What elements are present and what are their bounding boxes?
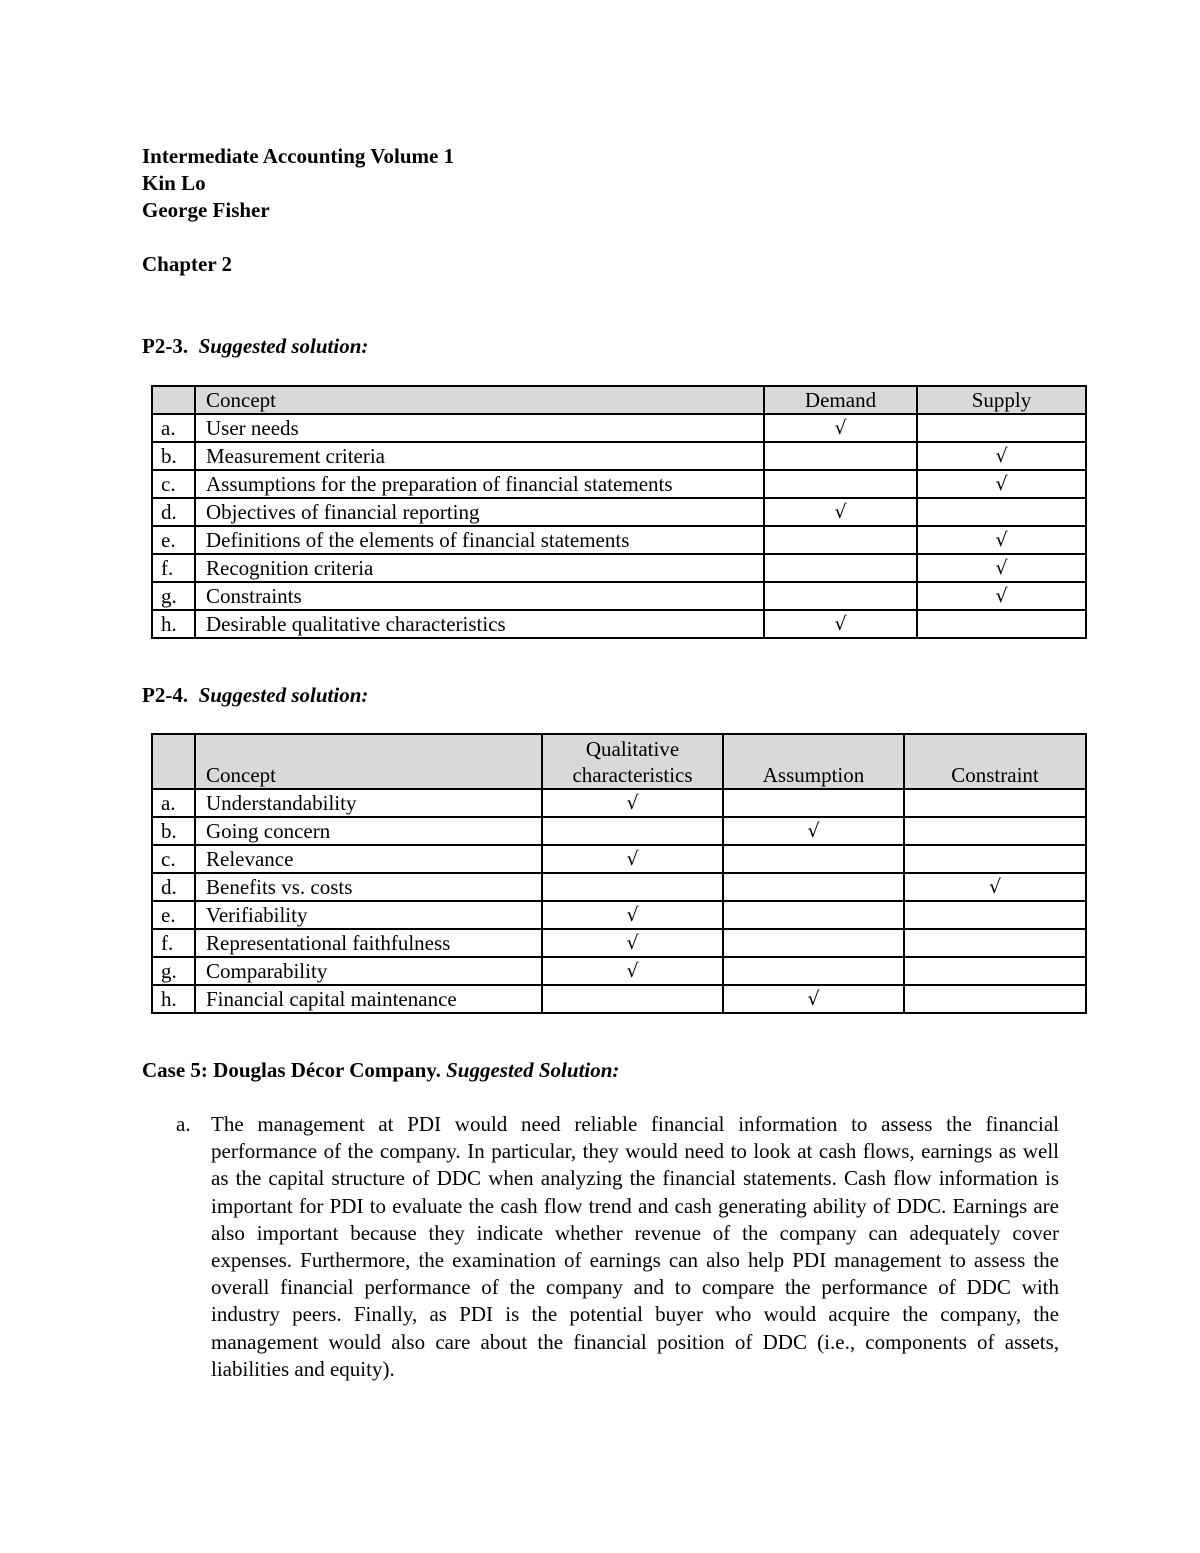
row-letter: h. [152,610,195,638]
p23-table-row [152,554,1086,582]
p24-table-row [152,901,1086,929]
author-1: Kin Lo [142,171,206,195]
row-concept: Going concern [195,817,542,845]
assumption-check [723,901,904,929]
row-concept: Understandability [195,789,542,817]
row-concept: Recognition criteria [195,554,764,582]
p24-header-assumption: Assumption [723,734,904,789]
constraint-check [904,817,1086,845]
case5-item-marker: a. [176,1112,191,1136]
p23-header-concept: Concept [195,386,764,414]
row-letter: a. [152,414,195,442]
p24-table-row [152,985,1086,1013]
p23-label: P2-3. [142,334,189,358]
p23-header-row [152,386,1086,414]
row-letter: b. [152,442,195,470]
row-concept: Verifiability [195,901,542,929]
row-letter: c. [152,845,195,873]
p23-table-row [152,442,1086,470]
supply-check [917,610,1086,638]
row-concept: Comparability [195,957,542,985]
qualitative-check: √ [542,789,723,817]
p23-table [151,385,1087,639]
supply-check: √ [917,554,1086,582]
row-concept: Financial capital maintenance [195,985,542,1013]
assumption-check [723,845,904,873]
demand-check [764,470,917,498]
constraint-check [904,985,1086,1013]
p24-table [151,733,1087,1014]
constraint-check: √ [904,873,1086,901]
assumption-check [723,929,904,957]
p23-table-row [152,498,1086,526]
author-2: George Fisher [142,198,270,222]
qualitative-check: √ [542,901,723,929]
row-letter: f. [152,929,195,957]
p24-header-qualitative-line2: characteristics [572,763,693,787]
p24-table-row [152,845,1086,873]
qualitative-check: √ [542,929,723,957]
qualitative-check [542,873,723,901]
row-letter: d. [152,873,195,901]
book-title: Intermediate Accounting Volume 1 [142,144,455,168]
row-concept: Definitions of the elements of financial statements [195,526,764,554]
demand-check: √ [764,498,917,526]
p23-table-row [152,470,1086,498]
p24-table-row [152,789,1086,817]
assumption-check: √ [723,817,904,845]
p24-table-row [152,957,1086,985]
row-letter: a. [152,789,195,817]
assumption-check [723,873,904,901]
assumption-check [723,789,904,817]
row-letter: c. [152,470,195,498]
p24-table-row [152,817,1086,845]
p24-subtitle: Suggested solution: [198,683,369,707]
p23-table-row [152,414,1086,442]
qualitative-check: √ [542,957,723,985]
row-letter: g. [152,582,195,610]
constraint-check [904,789,1086,817]
supply-check: √ [917,470,1086,498]
case5-subtitle: Suggested Solution: [446,1058,620,1082]
row-concept: Assumptions for the preparation of financial statements [195,470,764,498]
p24-table-row [152,929,1086,957]
row-concept: User needs [195,414,764,442]
constraint-check [904,929,1086,957]
supply-check [917,498,1086,526]
demand-check [764,554,917,582]
p24-heading [142,682,368,708]
row-letter: g. [152,957,195,985]
p24-table-row [152,873,1086,901]
case5-item-text: The management at PDI would need reliable financial information to assess the financial performance of the company. In particular, they would need to look at cash flows, earnings as well as the capital structure of DDC when analyzing the financial statements. Cash flow information is important for PDI to evaluate the cash flow trend and cash generating ability of DDC. Earnings are also important because they indicate whether revenue of the company can adequately cover expenses. Furthermore, the examination of earnings can also help PDI management to assess the overall financial performance of the company and to compare the performance of DDC with industry peers. Finally, as PDI is the potential buyer who would acquire the company, the management would also care about the financial position of DDC (i.e., components of assets, liabilities and equity). [211,1112,1059,1381]
assumption-check [723,957,904,985]
constraint-check [904,901,1086,929]
qualitative-check [542,985,723,1013]
row-concept: Representational faithfulness [195,929,542,957]
row-concept: Relevance [195,845,542,873]
supply-check: √ [917,442,1086,470]
row-concept: Objectives of financial reporting [195,498,764,526]
p23-subtitle: Suggested solution: [198,334,369,358]
row-letter: e. [152,901,195,929]
row-concept: Desirable qualitative characteristics [195,610,764,638]
p23-header-demand: Demand [764,386,917,414]
p24-header-row [152,734,1086,789]
supply-check: √ [917,582,1086,610]
p23-table-row [152,610,1086,638]
p24-label: P2-4. [142,683,189,707]
case5-label: Case 5: Douglas Décor Company. [142,1058,441,1082]
p23-header-letter [152,386,195,414]
p24-header-constraint: Constraint [904,734,1086,789]
demand-check [764,526,917,554]
constraint-check [904,845,1086,873]
chapter-heading: Chapter 2 [142,252,233,276]
p23-heading [142,333,368,359]
row-concept: Measurement criteria [195,442,764,470]
row-concept: Benefits vs. costs [195,873,542,901]
row-concept: Constraints [195,582,764,610]
p24-header-concept: Concept [195,734,542,789]
case5-heading [142,1057,619,1083]
p23-table-row [152,582,1086,610]
qualitative-check [542,817,723,845]
demand-check [764,442,917,470]
demand-check: √ [764,610,917,638]
supply-check: √ [917,526,1086,554]
demand-check [764,582,917,610]
row-letter: d. [152,498,195,526]
qualitative-check: √ [542,845,723,873]
row-letter: b. [152,817,195,845]
constraint-check [904,957,1086,985]
row-letter: f. [152,554,195,582]
demand-check: √ [764,414,917,442]
p24-header-qualitative [542,734,723,789]
p24-header-qualitative-line1: Qualitative [585,737,680,761]
assumption-check: √ [723,985,904,1013]
row-letter: h. [152,985,195,1013]
p23-header-supply: Supply [917,386,1086,414]
p23-table-row [152,526,1086,554]
p24-header-letter [152,734,195,789]
supply-check [917,414,1086,442]
row-letter: e. [152,526,195,554]
